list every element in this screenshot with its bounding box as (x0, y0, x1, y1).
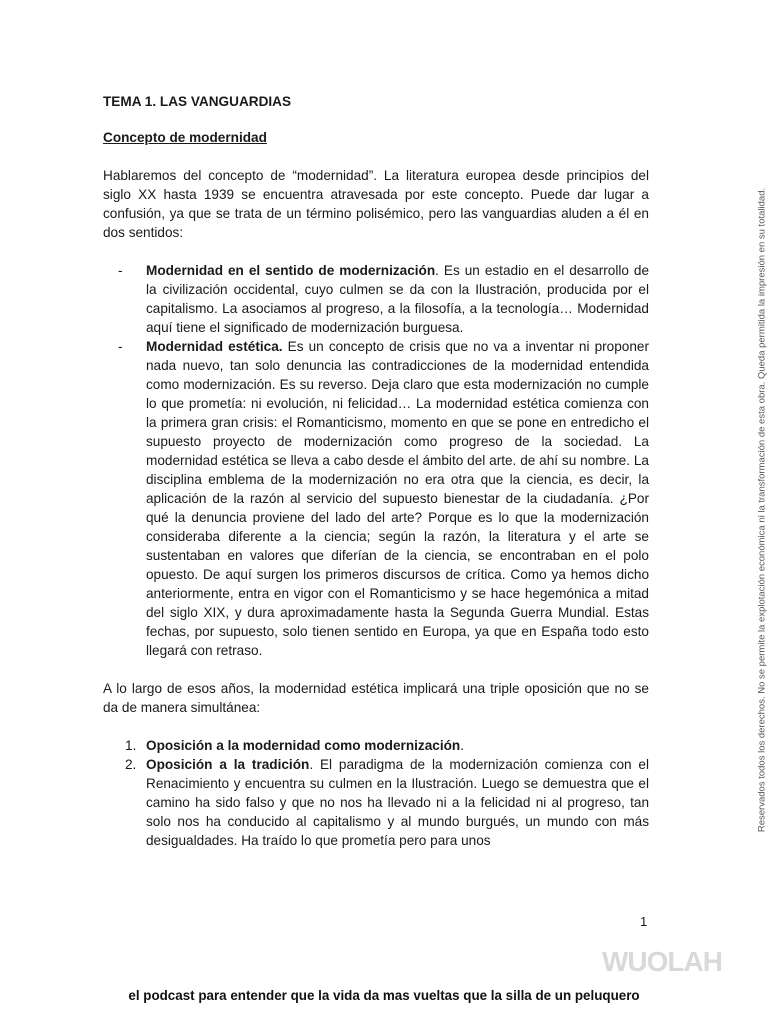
intro-paragraph: Hablaremos del concepto de “modernidad”. La literatura europea desde principios del siglo XX hasta 1939 se encuentra atravesada por este concepto. Puede dar lugar a confusión, ya que se trata de un término polisémico, pero las vanguardias aluden a él en dos sentidos: (103, 168, 649, 240)
list-item (103, 261, 649, 337)
list-item (103, 736, 649, 755)
bullet-heading: Modernidad en el sentido de modernización (146, 263, 436, 278)
copyright-notice: Reservados todos los derechos. No se permite la explotación económica ni la transformación de esta obra. Queda permitida la impresión en su totalidad. (756, 187, 768, 833)
document-body (103, 92, 649, 850)
bullet-marker: - (118, 339, 123, 354)
footer-banner: el podcast para entender que la vida da mas vueltas que la silla de un peluquero (128, 988, 640, 1003)
document-title: TEMA 1. LAS VANGUARDIAS (103, 94, 292, 109)
section-heading: Concepto de modernidad (103, 130, 267, 145)
numbered-text: . (460, 738, 464, 753)
wuolah-logo: WUOLAH (602, 946, 722, 977)
numbered-list (103, 736, 649, 850)
numbered-heading: Oposición a la tradición (146, 757, 310, 772)
bullet-list (103, 261, 649, 660)
bullet-text: Es un concepto de crisis que no va a inventar ni proponer nada nuevo, tan solo denuncia las contradicciones de la modernidad entendida como modernización. Es su reverso. Deja claro que esta modernización no cumple lo que prometía: ni evolución, ni felicidad… La modernidad estética comienza con la primera gran crisis: el Romanticismo, momento en que se pone en entredicho el supuesto proyecto de modernización como progreso de la sociedad. La modernidad estética se lleva a cabo desde el ámbito del arte. de ahí su nombre. La disciplina emblema de la modernización no era otra que la ciencia, es decir, la aplicación de la razón al servicio del supuesto bienestar de la ciudadanía. ¿Por qué la denuncia proviene del lado del arte? Porque es lo que la modernización consideraba diferente a la ciencia; según la razón, la literatura y el arte se sustentaban en valores que diferían de la ciencia, se encontraban en el polo opuesto. De aquí surgen los primeros discursos de crítica. Como ya hemos dicho anteriormente, entra en vigor con el Romanticismo y se hace hegemónica a mitad del siglo XIX, y dura aproximadamente hasta la Segunda Guerra Mundial. Estas fechas, por supuesto, solo tienen sentido en Europa, ya que en España todo esto llegará con retraso. (146, 339, 649, 658)
page-number: 1 (640, 914, 648, 929)
bullet-marker: - (118, 263, 123, 278)
list-item (103, 337, 649, 660)
bullet-text: . Es un estadio en el desarrollo de la civilización occidental, cuyo culmen se da con la Ilustración, producida por el capitalismo. La asociamos al progreso, a la filosofía, a la tecnología… Modernidad aquí tiene el significado de modernización burguesa. (146, 263, 650, 335)
list-item (103, 755, 649, 850)
numbered-heading: Oposición a la modernidad como modernización (146, 738, 461, 753)
second-paragraph: A lo largo de esos años, la modernidad estética implicará una triple oposición que no se da de manera simultánea: (103, 681, 649, 715)
list-number: 1. (125, 738, 137, 753)
list-number: 2. (125, 757, 137, 772)
bullet-heading: Modernidad estética. (146, 339, 283, 354)
numbered-text: . El paradigma de la modernización comienza con el Renacimiento y encuentra su culmen en la Ilustración. Luego se demuestra que el camino ha sido falso y que no nos ha llevado ni a la felicidad ni al progreso, tan solo nos ha conducido al capitalismo y al mundo burgués, un mundo con más desigualdades. Ha traído lo que prometía pero para unos (146, 757, 650, 848)
